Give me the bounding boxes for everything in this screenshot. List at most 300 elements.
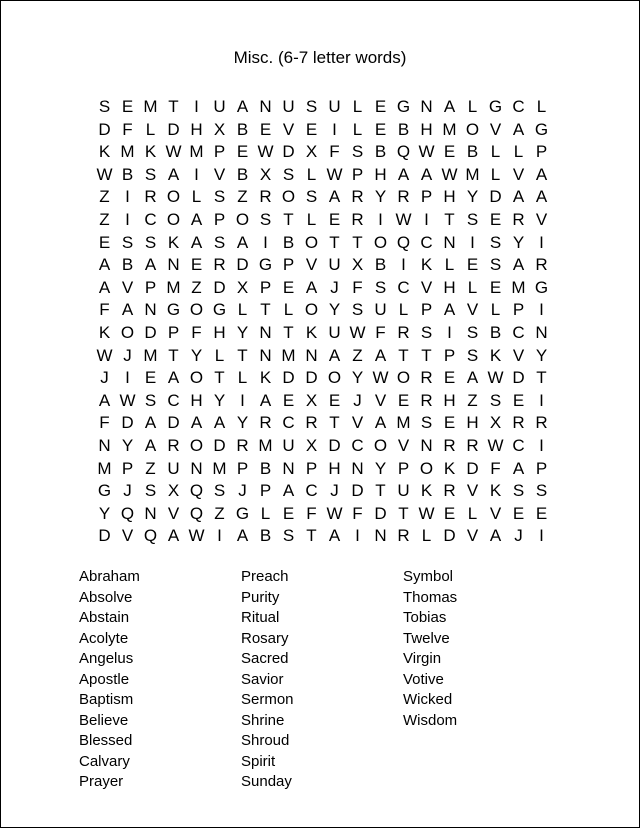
- grid-letter: H: [190, 390, 203, 410]
- letter-grid: [93, 96, 553, 548]
- grid-letter: W: [418, 142, 435, 162]
- grid-row: [93, 390, 553, 413]
- grid-letter: I: [240, 390, 245, 410]
- grid-letter: V: [213, 164, 226, 184]
- grid-letter: V: [420, 277, 433, 297]
- grid-letter: O: [189, 435, 204, 455]
- grid-letter: U: [282, 435, 295, 455]
- grid-letter: C: [305, 481, 318, 501]
- grid-letter: L: [237, 368, 248, 388]
- word-list-item: Savior: [241, 670, 284, 688]
- grid-letter: R: [305, 413, 318, 433]
- grid-letter: N: [535, 322, 548, 342]
- grid-row: [93, 119, 553, 142]
- grid-letter: T: [237, 345, 248, 365]
- grid-letter: G: [212, 300, 227, 320]
- grid-row: [93, 322, 553, 345]
- grid-letter: S: [98, 97, 111, 116]
- grid-letter: F: [352, 277, 363, 297]
- grid-letter: N: [282, 458, 295, 478]
- grid-letter: D: [351, 481, 364, 501]
- grid-letter: T: [398, 503, 409, 523]
- grid-letter: P: [305, 458, 318, 478]
- grid-letter: I: [125, 368, 130, 388]
- grid-letter: T: [444, 209, 455, 229]
- grid-letter: S: [144, 232, 157, 252]
- page-title: Misc. (6-7 letter words): [233, 48, 407, 67]
- grid-letter: G: [534, 119, 549, 139]
- grid-letter: O: [373, 232, 388, 252]
- grid-letter: F: [352, 503, 363, 523]
- grid-letter: I: [539, 435, 544, 455]
- grid-letter: G: [396, 97, 411, 116]
- grid-letter: M: [465, 164, 480, 184]
- grid-letter: H: [466, 413, 479, 433]
- grid-letter: E: [443, 142, 456, 162]
- grid-letter: E: [443, 503, 456, 523]
- grid-letter: W: [487, 435, 504, 455]
- grid-letter: B: [374, 255, 387, 275]
- grid-letter: S: [351, 142, 364, 162]
- grid-letter: S: [535, 481, 548, 501]
- grid-letter: S: [374, 277, 387, 297]
- grid-letter: B: [466, 142, 479, 162]
- word-list-item: Blessed: [79, 732, 133, 749]
- grid-letter: E: [535, 503, 548, 523]
- grid-letter: T: [214, 368, 225, 388]
- grid-letter: C: [397, 277, 410, 297]
- grid-row: [93, 141, 553, 164]
- grid-letter: O: [373, 435, 388, 455]
- grid-letter: B: [236, 164, 249, 184]
- grid-letter: U: [328, 322, 341, 342]
- grid-letter: I: [125, 209, 130, 229]
- grid-letter: X: [213, 119, 226, 139]
- grid-letter: S: [305, 97, 318, 116]
- grid-letter: Y: [374, 458, 387, 478]
- grid-letter: A: [213, 413, 226, 433]
- grid-letter: S: [420, 322, 433, 342]
- grid-letter: H: [443, 187, 456, 207]
- grid-letter: D: [236, 255, 249, 275]
- grid-letter: L: [513, 142, 524, 162]
- grid-letter: I: [194, 164, 199, 184]
- grid-letter: Y: [236, 413, 249, 433]
- grid-letter: K: [443, 458, 456, 478]
- grid-letter: C: [512, 97, 525, 116]
- grid-letter: I: [539, 232, 544, 252]
- grid-letter: Y: [190, 345, 203, 365]
- word-list-item: Wicked: [403, 691, 453, 708]
- grid-row: [93, 299, 553, 322]
- grid-letter: X: [259, 164, 272, 184]
- grid-letter: A: [535, 187, 548, 207]
- grid-letter: Z: [237, 187, 248, 207]
- grid-letter: M: [120, 142, 135, 162]
- word-list-item: Baptism: [79, 691, 134, 708]
- grid-letter: D: [98, 119, 111, 139]
- grid-letter: N: [98, 435, 111, 455]
- grid-letter: Y: [351, 368, 364, 388]
- grid-letter: E: [443, 413, 456, 433]
- grid-letter: W: [326, 164, 343, 184]
- grid-letter: P: [282, 255, 295, 275]
- grid-letter: P: [420, 300, 433, 320]
- word-list-item: Votive: [403, 670, 444, 688]
- grid-letter: E: [328, 390, 341, 410]
- grid-letter: G: [166, 300, 181, 320]
- grid-row: [93, 525, 553, 548]
- word-list-column-3: [403, 567, 553, 731]
- grid-letter: I: [424, 209, 429, 229]
- grid-letter: S: [121, 232, 134, 252]
- grid-letter: D: [512, 368, 525, 388]
- grid-letter: R: [443, 481, 456, 501]
- grid-letter: X: [167, 481, 180, 501]
- grid-letter: V: [374, 390, 387, 410]
- grid-letter: E: [144, 368, 157, 388]
- grid-letter: I: [194, 97, 199, 116]
- grid-letter: A: [443, 97, 456, 116]
- grid-letter: X: [351, 255, 364, 275]
- grid-letter: P: [213, 209, 226, 229]
- grid-letter: E: [512, 390, 525, 410]
- grid-letter: R: [397, 187, 410, 207]
- grid-letter: B: [259, 526, 272, 546]
- grid-letter: A: [236, 526, 249, 546]
- grid-letter: S: [489, 232, 502, 252]
- grid-letter: O: [327, 368, 342, 388]
- grid-letter: A: [167, 164, 180, 184]
- grid-letter: N: [144, 300, 157, 320]
- grid-letter: A: [167, 368, 180, 388]
- grid-letter: A: [144, 413, 157, 433]
- grid-letter: O: [396, 368, 411, 388]
- grid-letter: S: [466, 345, 479, 365]
- grid-letter: E: [328, 209, 341, 229]
- word-list-column-2: [241, 567, 391, 793]
- grid-letter: F: [375, 322, 386, 342]
- grid-letter: H: [443, 277, 456, 297]
- grid-letter: P: [167, 322, 180, 342]
- grid-letter: A: [144, 255, 157, 275]
- grid-letter: L: [398, 300, 409, 320]
- grid-letter: A: [328, 526, 341, 546]
- grid-letter: A: [190, 209, 203, 229]
- grid-letter: M: [511, 277, 526, 297]
- grid-letter: V: [512, 164, 525, 184]
- grid-letter: P: [512, 300, 525, 320]
- grid-letter: A: [121, 300, 134, 320]
- grid-letter: Y: [121, 435, 134, 455]
- grid-letter: P: [420, 187, 433, 207]
- grid-letter: K: [98, 142, 111, 162]
- grid-letter: V: [282, 119, 295, 139]
- grid-letter: Y: [213, 390, 226, 410]
- grid-letter: I: [332, 119, 337, 139]
- grid-letter: O: [465, 119, 480, 139]
- grid-letter: K: [259, 368, 272, 388]
- grid-letter: G: [488, 97, 503, 116]
- grid-row: [93, 254, 553, 277]
- grid-letter: R: [397, 526, 410, 546]
- grid-letter: S: [144, 390, 157, 410]
- grid-letter: A: [397, 164, 410, 184]
- grid-letter: S: [489, 390, 502, 410]
- grid-letter: S: [213, 481, 226, 501]
- grid-letter: O: [189, 300, 204, 320]
- grid-letter: A: [259, 390, 272, 410]
- grid-row: [93, 412, 553, 435]
- grid-letter: B: [374, 142, 387, 162]
- grid-letter: A: [98, 390, 111, 410]
- grid-letter: J: [514, 526, 523, 546]
- grid-letter: S: [213, 187, 226, 207]
- grid-letter: S: [213, 232, 226, 252]
- grid-letter: G: [258, 255, 273, 275]
- grid-letter: R: [351, 187, 364, 207]
- grid-letter: Y: [374, 187, 387, 207]
- grid-letter: N: [374, 526, 387, 546]
- grid-letter: H: [213, 322, 226, 342]
- grid-letter: N: [259, 345, 272, 365]
- grid-letter: V: [466, 300, 479, 320]
- word-list-item: Ritual: [241, 609, 280, 626]
- grid-letter: N: [259, 97, 272, 116]
- grid-letter: C: [351, 435, 364, 455]
- grid-letter: I: [125, 187, 130, 207]
- grid-letter: F: [122, 119, 133, 139]
- grid-letter: A: [98, 277, 111, 297]
- grid-letter: H: [328, 458, 341, 478]
- grid-letter: O: [166, 209, 181, 229]
- grid-letter: L: [536, 97, 547, 116]
- grid-letter: A: [167, 526, 180, 546]
- grid-letter: P: [351, 164, 364, 184]
- word-list-column-1: [79, 567, 229, 793]
- grid-letter: U: [328, 97, 341, 116]
- grid-letter: I: [470, 232, 475, 252]
- word-list-item: Preach: [241, 568, 289, 585]
- grid-letter: N: [351, 458, 364, 478]
- grid-row: [93, 345, 553, 368]
- grid-letter: L: [467, 277, 478, 297]
- grid-row: [93, 232, 553, 255]
- grid-letter: K: [98, 322, 111, 342]
- grid-letter: D: [443, 526, 456, 546]
- grid-letter: R: [443, 435, 456, 455]
- grid-letter: V: [512, 345, 525, 365]
- grid-letter: D: [121, 413, 134, 433]
- grid-letter: W: [418, 503, 435, 523]
- grid-letter: A: [420, 164, 433, 184]
- grid-letter: Z: [145, 458, 156, 478]
- grid-letter: T: [283, 209, 294, 229]
- grid-letter: M: [97, 458, 112, 478]
- grid-letter: B: [121, 164, 134, 184]
- grid-letter: V: [167, 503, 180, 523]
- grid-letter: M: [396, 413, 411, 433]
- word-list-item: Wisdom: [403, 711, 458, 729]
- grid-letter: S: [282, 526, 295, 546]
- grid-letter: A: [512, 187, 525, 207]
- grid-letter: F: [490, 458, 501, 478]
- grid-letter: L: [214, 345, 225, 365]
- grid-letter: S: [259, 209, 272, 229]
- grid-letter: S: [144, 481, 157, 501]
- grid-letter: X: [489, 413, 502, 433]
- grid-letter: A: [328, 345, 341, 365]
- grid-letter: B: [259, 458, 272, 478]
- grid-letter: F: [99, 413, 110, 433]
- grid-letter: A: [512, 255, 525, 275]
- grid-letter: X: [305, 435, 318, 455]
- grid-letter: L: [237, 300, 248, 320]
- grid-letter: M: [143, 97, 158, 116]
- grid-letter: E: [121, 97, 134, 116]
- grid-letter: O: [281, 187, 296, 207]
- word-list-item: Purity: [241, 588, 280, 606]
- grid-letter: W: [372, 368, 389, 388]
- grid-letter: M: [281, 345, 296, 365]
- grid-letter: Z: [352, 345, 363, 365]
- grid-letter: D: [167, 119, 180, 139]
- grid-letter: S: [420, 413, 433, 433]
- grid-letter: S: [282, 164, 295, 184]
- grid-letter: T: [329, 413, 340, 433]
- grid-letter: K: [167, 232, 180, 252]
- word-list-item: Calvary: [79, 752, 130, 770]
- grid-letter: J: [123, 345, 132, 365]
- grid-letter: S: [144, 164, 157, 184]
- word-list-item: Rosary: [241, 629, 289, 647]
- grid-letter: O: [419, 458, 434, 478]
- grid-row: [93, 186, 553, 209]
- grid-letter: L: [467, 503, 478, 523]
- grid-row: [93, 480, 553, 503]
- grid-letter: S: [466, 322, 479, 342]
- grid-letter: E: [236, 142, 249, 162]
- grid-letter: R: [167, 435, 180, 455]
- grid-letter: H: [190, 119, 203, 139]
- grid-letter: L: [306, 164, 317, 184]
- grid-letter: W: [487, 368, 504, 388]
- grid-letter: V: [351, 413, 364, 433]
- grid-letter: T: [536, 368, 547, 388]
- grid-letter: D: [213, 277, 226, 297]
- grid-letter: T: [306, 526, 317, 546]
- grid-letter: I: [447, 322, 452, 342]
- grid-letter: I: [263, 232, 268, 252]
- grid-letter: N: [167, 255, 180, 275]
- grid-letter: J: [330, 481, 339, 501]
- grid-letter: L: [490, 300, 501, 320]
- grid-letter: Q: [120, 503, 135, 523]
- word-list-item: Tobias: [403, 609, 447, 626]
- grid-letter: C: [420, 232, 433, 252]
- grid-letter: W: [165, 142, 182, 162]
- grid-letter: N: [420, 435, 433, 455]
- grid-letter: E: [374, 97, 387, 116]
- grid-letter: I: [539, 300, 544, 320]
- grid-letter: O: [235, 209, 250, 229]
- word-list-item: Thomas: [403, 588, 458, 606]
- grid-letter: L: [444, 255, 455, 275]
- grid-letter: R: [535, 255, 548, 275]
- grid-letter: A: [466, 368, 479, 388]
- grid-letter: M: [166, 277, 181, 297]
- grid-letter: W: [326, 503, 343, 523]
- grid-letter: V: [466, 481, 479, 501]
- grid-letter: A: [144, 435, 157, 455]
- grid-letter: A: [328, 187, 341, 207]
- grid-letter: E: [190, 255, 203, 275]
- word-list-item: Sermon: [241, 691, 294, 708]
- grid-letter: P: [535, 458, 548, 478]
- grid-letter: N: [305, 345, 318, 365]
- grid-letter: A: [512, 458, 525, 478]
- grid-letter: C: [512, 322, 525, 342]
- grid-letter: W: [441, 164, 458, 184]
- grid-letter: E: [443, 368, 456, 388]
- grid-letter: U: [328, 255, 341, 275]
- grid-letter: R: [213, 255, 226, 275]
- grid-letter: F: [191, 322, 202, 342]
- grid-letter: B: [489, 322, 502, 342]
- grid-letter: F: [99, 300, 110, 320]
- grid-letter: W: [119, 390, 136, 410]
- grid-letter: O: [189, 368, 204, 388]
- grid-letter: U: [374, 300, 387, 320]
- grid-letter: U: [167, 458, 180, 478]
- grid-letter: Q: [396, 142, 411, 162]
- grid-letter: I: [378, 209, 383, 229]
- grid-letter: D: [305, 368, 318, 388]
- grid-letter: A: [190, 232, 203, 252]
- grid-letter: K: [305, 322, 318, 342]
- grid-letter: J: [238, 481, 247, 501]
- grid-letter: T: [352, 232, 363, 252]
- grid-letter: U: [282, 97, 295, 116]
- grid-letter: N: [443, 232, 456, 252]
- word-list-item: Spirit: [241, 752, 276, 770]
- word-list-item: Twelve: [403, 629, 450, 647]
- grid-letter: Q: [143, 526, 158, 546]
- grid-letter: R: [397, 322, 410, 342]
- grid-letter: Z: [191, 277, 202, 297]
- grid-letter: E: [489, 209, 502, 229]
- grid-letter: L: [306, 209, 317, 229]
- grid-letter: T: [329, 232, 340, 252]
- grid-letter: X: [305, 142, 318, 162]
- grid-letter: V: [305, 255, 318, 275]
- grid-letter: A: [535, 164, 548, 184]
- grid-letter: A: [374, 413, 387, 433]
- word-list-item: Abstain: [79, 609, 130, 626]
- grid-letter: E: [98, 232, 111, 252]
- grid-letter: C: [144, 209, 157, 229]
- grid-letter: L: [145, 119, 156, 139]
- grid-letter: J: [330, 277, 339, 297]
- grid-letter: J: [353, 390, 362, 410]
- grid-letter: T: [168, 345, 179, 365]
- grid-letter: L: [490, 142, 501, 162]
- grid-letter: R: [351, 209, 364, 229]
- grid-letter: Q: [189, 503, 204, 523]
- grid-letter: P: [259, 277, 272, 297]
- grid-letter: H: [443, 390, 456, 410]
- grid-letter: A: [282, 481, 295, 501]
